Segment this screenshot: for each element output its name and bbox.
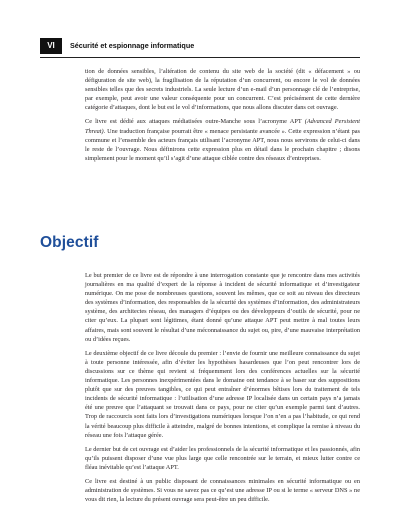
objectif-text (85, 271, 360, 509)
section-title-objectif: Objectif (40, 234, 99, 251)
running-header (40, 38, 360, 54)
paragraph-intro-2-italic: (Advanced Persistent Threat) (85, 118, 360, 135)
header-rule (40, 57, 360, 58)
paragraph-objectif-1: Le but premier de ce livre est de répondre à une interrogation constante que je rencontre dans mes activités journalières en ma qualité d’expert de la réponse à incident de sécurité informatique et d’investigateur numérique. On me pose de nombreuses questions, souvent les mêmes, que ce soit au niveau des directeurs des systèmes d’information, des responsables de la sécurité des systèmes d’information, des administrateurs système, des architectes réseau, des managers d’équipes ou des développeurs d’outils de sécurité, pour ne citer qu’eux. La plupart sont légitimes, étant donné qu’une attaque APT peut mettre à mal toutes leurs affaires, mais sont souvent le résultat d’une méconnaissance du sujet ou, pire, d’une mauvaise interprétation ou d’idées reçues. (85, 272, 360, 343)
paragraph-objectif-2: Le deuxième objectif de ce livre découle du premier : l’envie de fournir une meilleure connaissance du sujet à toute personne intéressée, afin d’éviter les hypothèses hasardeuses que l’on peut rencontrer lors de discussions sur ce thème qui revient si fréquemment lors des conférences actuelles sur la sécurité informatique. Les personnes inexpérimentées dans le domaine ont tendance à se baser sur des suppositions plutôt que sur des preuves tangibles, ce qui peut entraîner d’énormes bêtises lors du traitement de tels incidents de sécurité informatique : l’utilisation d’une adresse IP localisée dans un certain pays n’a jamais été une preuve que l’attaquant se trouvait dans ce pays, pour ne citer qu’un exemple parmi tant d’autres. Trop de raccourcis sont faits lors d’investigations numériques lorsque l’on n’en a pas l’habitude, ce qui rend la vérité beaucoup plus difficile à atteindre, malgré de bonnes intentions, et complique la remise à niveau du réseau une fois l’attaque gérée. (85, 349, 360, 439)
intro-text (85, 67, 360, 168)
paragraph-intro-2 (85, 117, 360, 162)
paragraph-intro-2-end: . Une traduction française pourrait être « menace persistante avancée ». Cette expression n’étant pas commune et l’ensemble des acteurs français utilisant l’acronyme APT, nous nous servirons de celui-ci dans le reste de l’ouvrage. Nous définirons cette expression plus en détail dans le prochain chapitre ; disons simplement pour le moment qu’il s’agit d’une attaque ciblée contre des réseaux d’entreprises. (85, 127, 360, 162)
running-title: Sécurité et espionnage informatique (70, 41, 195, 50)
page-number: VI (40, 38, 62, 54)
paragraph-intro-2-start: Ce livre est dédié aux attaques médiatisées outre-Manche sous l’acronyme APT (85, 118, 305, 126)
paragraph-intro-1: tion de données sensibles, l’altération de contenu du site web de la société (dit « défacement » ou défiguration de site web), la fragilisation de la réputation d’un concurrent, ou encore le vol de données sensibles telles que des secrets industriels. La seule lecture d’un e-mail d’un personnage clé de l’entreprise, par exemple, peut avoir une valeur conséquente pour un concurrent. C’est précisément de cette dernière catégorie d’attaques, dont le but est le vol d’informations, que nous allons discuter dans cet ouvrage. (85, 68, 360, 112)
paragraph-objectif-3: Le dernier but de cet ouvrage est d’aider les professionnels de la sécurité informatique et les passionnés, afin qu’ils puissent disposer d’une vue plus large que celle rencontrée sur le terrain, et mieux lutter contre ce fléau inévitable qu’est l’attaque APT. (85, 445, 360, 471)
paragraph-objectif-4: Ce livre est destiné à un public disposant de connaissances minimales en sécurité informatique ou en administration de systèmes. Si vous ne savez pas ce qu’est une adresse IP ou si le terme « serveur DNS » ne vous dit rien, la lecture du présent ouvrage sera peut-être un peu difficile. (85, 477, 360, 504)
